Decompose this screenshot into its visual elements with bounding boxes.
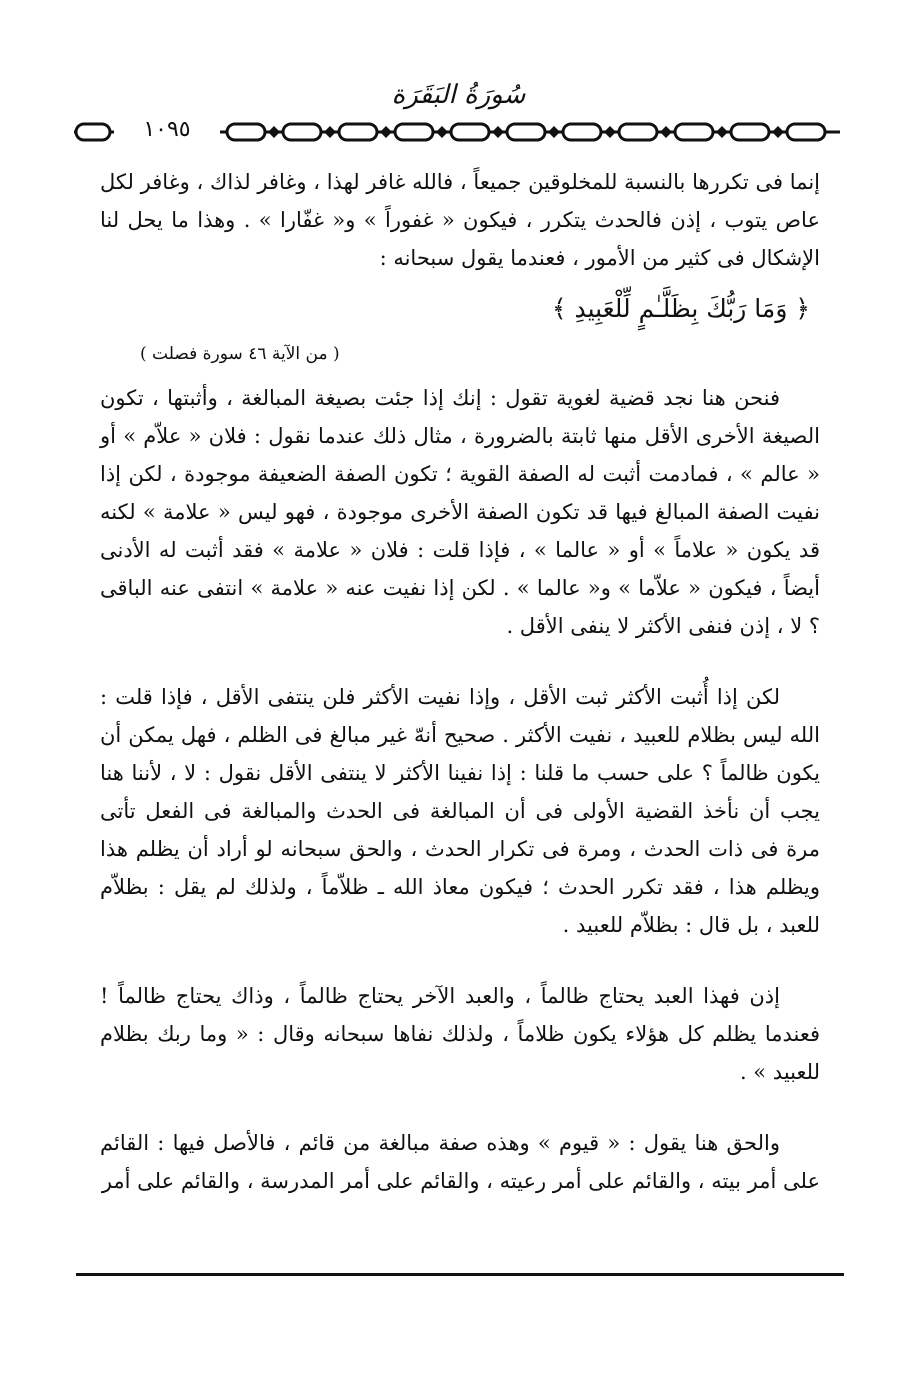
ornament-oval (339, 124, 377, 140)
ornament-oval (787, 124, 825, 140)
ornament-oval (731, 124, 769, 140)
ornament-diamond (436, 126, 448, 138)
verse-reference: ( من الآية ٤٦ سورة فصلت ) (140, 344, 340, 364)
ornament-oval (507, 124, 545, 140)
ornament-diamond (604, 126, 616, 138)
ornament-oval (675, 124, 713, 140)
ornament-oval (563, 124, 601, 140)
quran-verse: ﴿ وَمَا رَبُّكَ بِظَلَّـٰمٍ لِّلْعَبِيدِ ﴾ (551, 294, 810, 323)
ornament-oval (619, 124, 657, 140)
ornament-diamond (716, 126, 728, 138)
ornament-diamond (492, 126, 504, 138)
ornament-diamond (380, 126, 392, 138)
surah-title: سُورَةُ البَقَرَة (391, 80, 526, 110)
ornament-oval (395, 124, 433, 140)
paragraph-1: إنما فى تكررها بالنسبة للمخلوقين جميعاً ، فالله غافر لهذا ، وغافر لذاك ، وغافر لكل عاص يتوب ، إذن فالحدث يتكرر ، فيكون « غفوراً » و« غفّارا » . وهذا ما يحل لنا الإشكال فى كثير من الأمور ، فعندما يقول سبحانه : (100, 170, 820, 270)
paragraph-2: فنحن هنا نجد قضية لغوية تقول : إنك إذا جئت بصيغة المبالغة ، وأثبتها ، تكون الصيغة الأخرى الأقل منها ثابتة بالضرورة ، مثال ذلك عندما نقول : فلان « علاّم » أو « عالم » ، فمادمت أثبت له الصفة القوية ؛ تكون الصفة الضعيفة موجودة ، لكن إذا نفيت الصفة المبالغ فيها قد تكون الصفة الأخرى موجودة ، فهو ليس « علامة » لكنه قد يكون « علاماً » أو « عالما » ، فإذا قلت : فلان « علامة » فقد أثبت له الأدنى أيضاً ، فيكون « علاّما » و« عالما » . لكن إذا نفيت عنه « علامة » انتفى عنه الباقى ؟ لا ، إذن فنفى الأكثر لا ينفى الأقل . (100, 386, 820, 638)
ornament-diamond (268, 126, 280, 138)
paragraph-5: والحق هنا يقول : « قيوم » وهذه صفة مبالغة من قائم ، فالأصل فيها : القائم على أمر بيته ، والقائم على أمر رعيته ، والقائم على أمر المدرسة ، والقائم على أمر (100, 1131, 820, 1193)
page-header-ornament (72, 119, 842, 145)
ornament-diamond (548, 126, 560, 138)
ornament-oval (227, 124, 265, 140)
ornament-diamond (772, 126, 784, 138)
ornament-oval (76, 124, 110, 140)
ornament-diamond (324, 126, 336, 138)
page-body (100, 163, 820, 1200)
ornament-oval (451, 124, 489, 140)
page-number: ١٠٩٥ (114, 115, 220, 145)
ornament-oval (283, 124, 321, 140)
paragraph-4: إذن فهذا العبد يحتاج ظالماً ، والعبد الآخر يحتاج ظالماً ، وذاك يحتاج ظالماً ! فعندما يظلم كل هؤلاء يكون ظلاماً ، ولذلك نفاها سبحانه وقال : « وما ربك بظلام للعبيد » . (100, 984, 820, 1084)
footer-rule (76, 1273, 844, 1276)
paragraph-3: لكن إذا أُثبت الأكثر ثبت الأقل ، وإذا نفيت الأكثر فلن ينتفى الأقل ، فإذا قلت : الله ليس بظلام للعبيد ، نفيت الأكثر . صحيح أنهّ غير مبالغ فى الظلم ، فهل يمكن أن يكون ظالماً ؟ على حسب ما قلنا : إذا نفينا الأكثر لا ينتفى الأقل نقول : لا ، لأننا هنا يجب أن نأخذ القضية الأولى فى أن المبالغة فى الحدث والمبالغة فى الفعل تأتى مرة فى ذات الحدث ، ومرة فى تكرار الحدث ، والحق سبحانه لو أراد أن يظلم هذا ويظلم هذا ، فقد تكرر الحدث ؛ فيكون معاذ الله ـ ظلاّماً ، ولذلك لم يقل : بظلاّم للعبد ، بل قال : بظلاّم للعبيد . (100, 685, 820, 937)
ornament-diamond (660, 126, 672, 138)
